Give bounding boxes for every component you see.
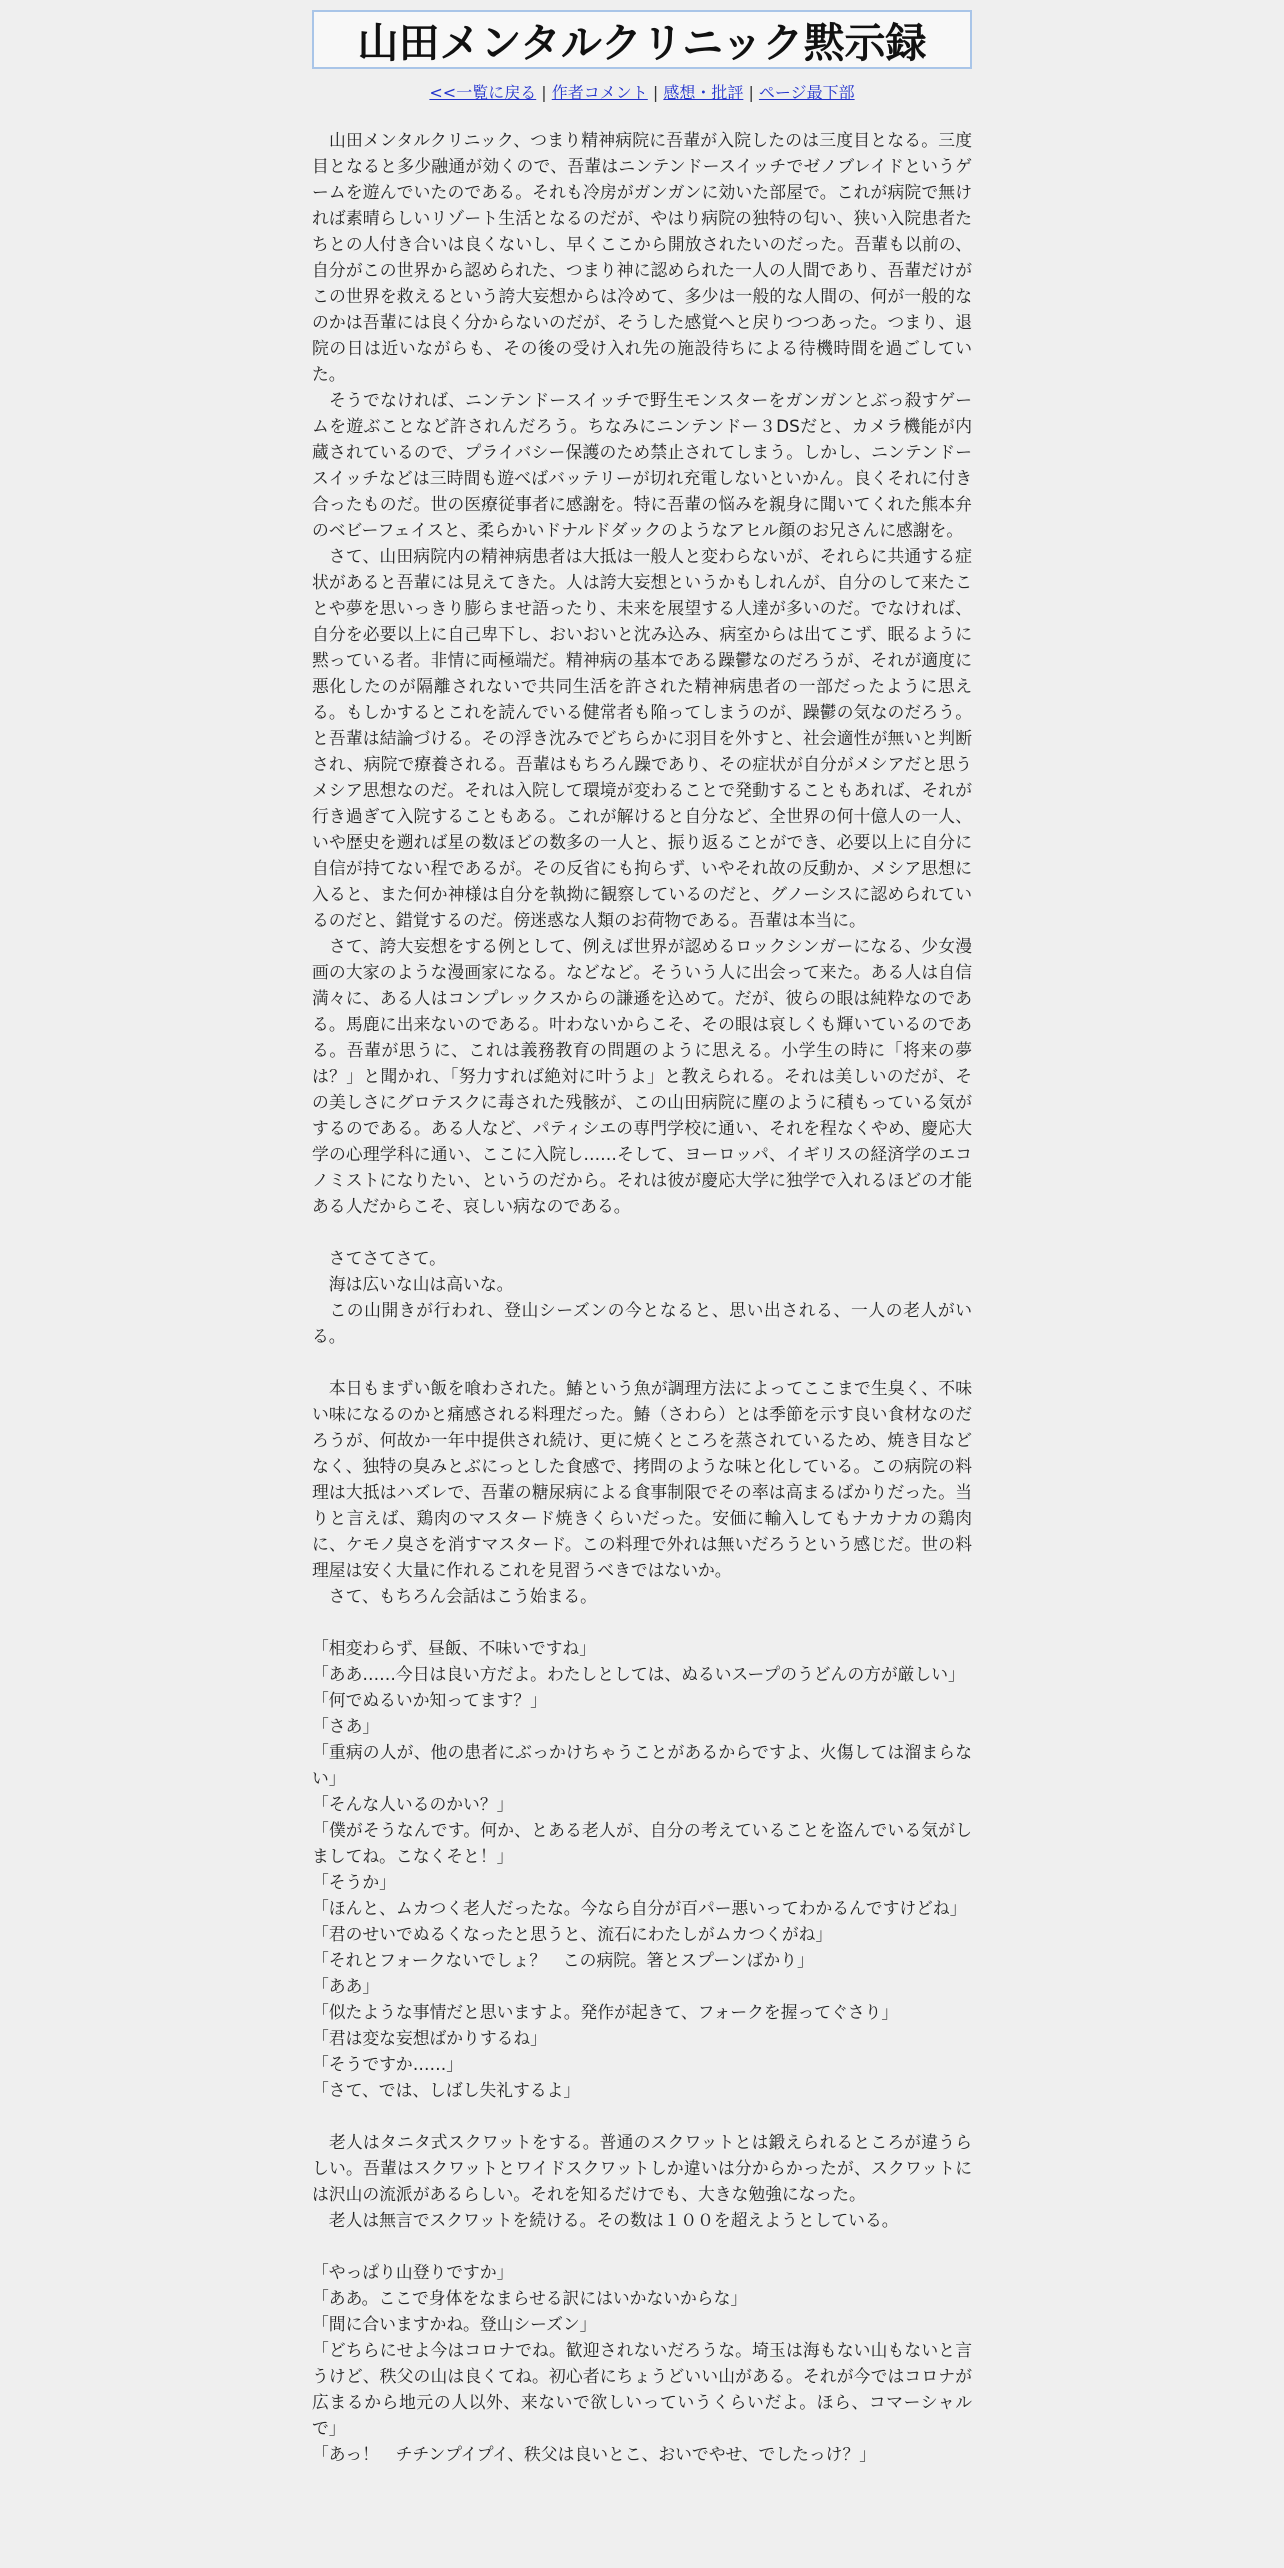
nav-separator: | [647,83,664,102]
story-paragraph: 山田メンタルクリニック、つまり精神病院に吾輩が入院したのは三度目となる。三度目となると多少融通が効くので、吾輩はニンテンドースイッチでゼノブレイドというゲームを遊んでいたのである。それも冷房がガンガンに効いた部屋で。これが病院で無ければ素晴らしいリゾート生活となるのだが、やはり病院の独特の匂い、狭い入院患者たちとの人付き合いは良くないし、早くここから開放されたいのだった。吾輩も以前の、自分がこの世界から認められた、つまり神に認められた一人の人間であり、吾輩だけがこの世界を救えるという誇大妄想からは冷めて、多少は一般的な人間の、何が一般的なのかは吾輩には良く分からないのだが、そうした感覚へと戻りつつあった。つまり、退院の日は近いながらも、その後の受け入れ先の施設待ちによる待機時間を過ごしていた。 [312,130,972,384]
story-paragraph: 「似たような事情だと思いますよ。発作が起きて、フォークを握ってぐさり」 [312,2002,899,2022]
story-paragraph: 海は広いな山は高いな。 [312,1274,514,1294]
nav-separator: | [536,83,552,102]
story-paragraph: この山開きが行われ、登山シーズンの今となると、思い出される、一人の老人がいる。 [312,1300,972,1346]
story-paragraph: 「それとフォークないでしょ？ この病院。箸とスプーンばかり」 [312,1950,814,1970]
nav-bar [312,82,972,104]
blank-line [312,1609,972,1635]
story-paragraph: 「君は変な妄想ばかりするね」 [312,2028,547,2048]
story-paragraph: 「ああ。ここで身体をなまらせる訳にはいかないからな」 [312,2288,748,2308]
story-paragraph: 老人はタニタ式スクワットをする。普通のスクワットとは鍛えられるところが違うらしい。吾輩はスクワットとワイドスクワットしか違いは分からかったが、スクワットには沢山の流派があるらしい。それを知るだけでも、大きな勉強になった。 [312,2132,972,2204]
story-paragraph: 「そんな人いるのかい？」 [312,1794,514,1814]
story-paragraph: 「さあ」 [312,1716,380,1736]
page-container [312,10,972,2467]
story-paragraph: 「そうですか……」 [312,2054,464,2074]
story-paragraph: 老人は無言でスクワットを続ける。その数は１００を超えようとしている。 [312,2210,899,2230]
blank-line [312,1349,972,1375]
nav-separator: | [743,83,759,102]
story-paragraph: 「ああ」 [312,1976,380,1996]
blank-line [312,1219,972,1245]
page-title: 山田メンタルクリニック黙示録 [357,19,927,67]
blank-line [312,2103,972,2129]
story-paragraph: さて、もちろん会話はこう始まる。 [312,1586,597,1606]
blank-line [312,2233,972,2259]
page-bottom-link[interactable]: ページ最下部 [758,83,855,102]
story-paragraph: 「ほんと、ムカつく老人だったな。今なら自分が百パー悪いってわかるんですけどね」 [312,1898,967,1918]
story-paragraph: 「何でぬるいか知ってます？」 [312,1690,547,1710]
story-paragraph: さて、誇大妄想をする例として、例えば世界が認めるロックシンガーになる、少女漫画の大家のような漫画家になる。などなど。そういう人に出会って来た。ある人は自信満々に、ある人はコンプレックスからの謙遜を込めて。だが、彼らの眼は純粋なのである。馬鹿に出来ないのである。叶わないからこそ、その眼は哀しくも輝いているのである。吾輩が思うに、これは義務教育の問題のように思える。小学生の時に「将来の夢は？」と聞かれ、「努力すれば絶対に叶うよ」と教えられる。それは美しいのだが、その美しさにグロテスクに毒された残骸が、この山田病院に塵のように積もっている気がするのである。ある人など、パティシエの専門学校に通い、それを程なくやめ、慶応大学の心理学科に通い、ここに入院し……そして、ヨーロッパ、イギリスの経済学のエコノミストになりたい、というのだから。それは彼が慶応大学に独学で入れるほどの才能ある人だからこそ、哀しい病なのである。 [312,936,972,1216]
author-comment-link[interactable]: 作者コメント [551,83,648,102]
story-paragraph: 「僕がそうなんです。何か、とある老人が、自分の考えていることを盗んでいる気がしましてね。こなくそと！」 [312,1820,972,1866]
story-paragraph: 「重病の人が、他の患者にぶっかけちゃうことがあるからですよ、火傷しては溜まらない」 [312,1742,972,1788]
back-to-list-link[interactable]: <<一覧に戻る [429,83,537,102]
story-paragraph: 本日もまずい飯を喰わされた。鰆という魚が調理方法によってここまで生臭く、不味い味になるのかと痛感される料理だった。鰆（さわら）とは季節を示す良い食材なのだろうが、何故か一年中提供され続け、更に焼くところを蒸されているため、焼き目などなく、独特の臭みとぶにっとした食感で、拷問のような味と化している。この病院の料理は大抵はハズレで、吾輩の糖尿病による食事制限でその率は高まるばかりだった。当りと言えば、鶏肉のマスタード焼きくらいだった。安価に輸入してもナカナカの鶏肉に、ケモノ臭さを消すマスタード。この料理で外れは無いだろうという感じだ。世の料理屋は安く大量に作れるこれを見習うべきではないか。 [312,1378,972,1580]
story-paragraph: さて、山田病院内の精神病患者は大抵は一般人と変わらないが、それらに共通する症状があると吾輩には見えてきた。人は誇大妄想というかもしれんが、自分のして来たことや夢を思いっきり膨らませ語ったり、未来を展望する人達が多いのだ。でなければ、自分を必要以上に自己卑下し、おいおいと沈み込み、病室からは出てこず、眠るように黙っている者。非情に両極端だ。精神病の基本である躁鬱なのだろうが、それが適度に悪化したのが隔離されないで共同生活を許された精神病患者の一部だったように思える。もしかするとこれを読んでいる健常者も陥ってしまうのが、躁鬱の気なのだろう。と吾輩は結論づける。その浮き沈みでどちらかに羽目を外すと、社会適性が無いと判断され、病院で療養される。吾輩はもちろん躁であり、その症状が自分がメシアだと思うメシア思想なのだ。それは入院して環境が変わることで発動することもあれば、それが行き過ぎて入院することもある。これが解けると自分など、全世界の何十億人の一人、いや歴史を遡れば星の数ほどの数多の一人と、振り返ることができ、必要以上に自分に自信が持てない程であるが。その反省にも拘らず、いやそれ故の反動か、メシア思想に入ると、また何か神様は自分を執拗に観察しているのだと、グノーシスに認められているのだと、錯覚するのだ。傍迷惑な人類のお荷物である。吾輩は本当に。 [312,546,972,930]
story-paragraph: 「君のせいでぬるくなったと思うと、流石にわたしがムカつくがね」 [312,1924,833,1944]
story-paragraph: 「どちらにせよ今はコロナでね。歓迎されないだろうな。埼玉は海もない山もないと言うけど、秩父の山は良くてね。初心者にちょうどいい山がある。それが今ではコロナが広まるから地元の人以外、来ないで欲しいっていうくらいだよ。ほら、コマーシャルで」 [312,2340,972,2438]
story-body [312,127,972,2467]
story-paragraph: 「やっぱり山登りですか」 [312,2262,514,2282]
story-paragraph: 「間に合いますかね。登山シーズン」 [312,2314,597,2334]
story-paragraph: そうでなければ、ニンテンドースイッチで野生モンスターをガンガンとぶっ殺すゲームを遊ぶことなど許されんだろう。ちなみにニンテンドー３DSだと、カメラ機能が内蔵されているので、プライバシー保護のため禁止されてしまう。しかし、ニンテンドースイッチなどは三時間も遊べばバッテリーが切れ充電しないといかん。良くそれに付き合ったものだ。世の医療従事者に感謝を。特に吾輩の悩みを親身に聞いてくれた熊本弁のベビーフェイスと、柔らかいドナルドダックのようなアヒル顔のお兄さんに感謝を。 [312,390,972,540]
story-paragraph: 「そうか」 [312,1872,396,1892]
title-box [312,10,972,69]
story-paragraph: 「相変わらず、昼飯、不味いですね」 [312,1638,596,1658]
story-paragraph: さてさてさて。 [312,1248,446,1268]
story-paragraph: 「さて、では、しばし失礼するよ」 [312,2080,581,2100]
reviews-link[interactable]: 感想・批評 [663,83,744,102]
story-paragraph: 「ああ……今日は良い方だよ。わたしとしては、ぬるいスープのうどんの方が厳しい」 [312,1664,965,1684]
story-paragraph: 「あっ！ チチンプイプイ、秩父は良いとこ、おいでやせ、でしたっけ？」 [312,2444,877,2464]
